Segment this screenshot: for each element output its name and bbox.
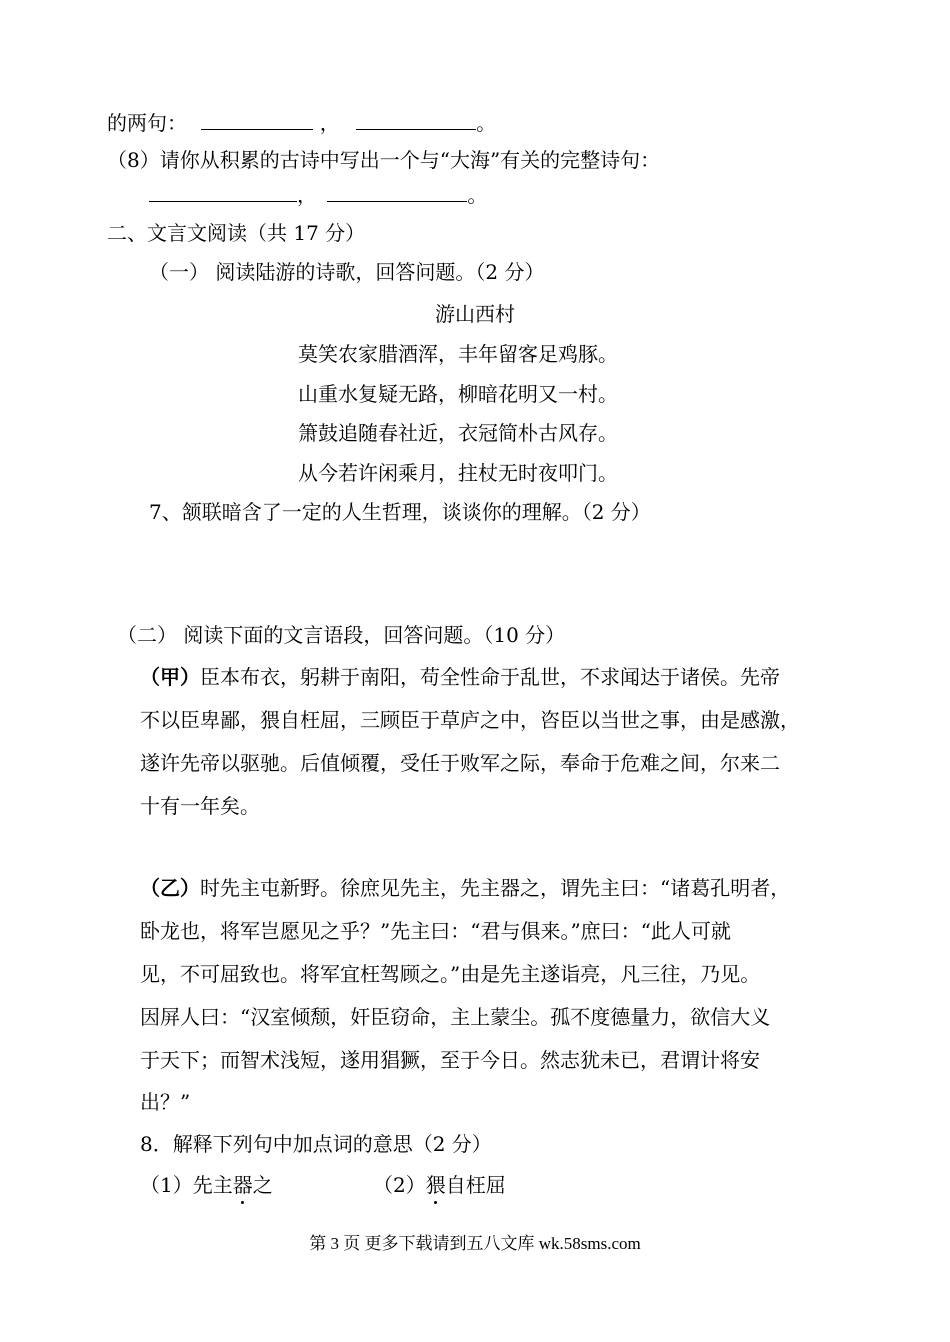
yi-line-6: 出？” [140, 1090, 191, 1114]
poem-line-3: 箫鼓追随春社近，衣冠简朴古风存。 [298, 421, 618, 445]
yi-text-1: 时先主屯新野。徐庶见先主，先主器之，谓先主曰：“诸葛孔明者， [200, 876, 791, 900]
part1-title: （一） 阅读陆游的诗歌，回答问题。（2 分） [149, 260, 545, 284]
yi-line-3: 见，不可屈致也。将军宜枉驾顾之。”由是先主遂诣亮，凡三往，乃见。 [140, 962, 761, 986]
q8-item-1 [140, 1172, 273, 1198]
part2-title: （二） 阅读下面的文言语段，回答问题。（10 分） [117, 623, 566, 647]
answer-blank-1[interactable] [201, 109, 313, 130]
q8-sep: ， [297, 183, 317, 207]
q8-item-2-prefix: （2） [373, 1173, 426, 1197]
q8-item-2-suffix: 自枉屈 [445, 1173, 506, 1197]
yi-line-1 [140, 875, 790, 901]
part1-question: 7、颔联暗含了一定的人生哲理，谈谈你的理解。（2 分） [149, 500, 651, 524]
answer-blank-4[interactable] [327, 181, 467, 202]
q8-item-1-dotted-word: 器 [232, 1173, 253, 1197]
jia-line-3: 遂许先帝以驱驰。后值倾覆，受任于败军之际，奉命于危难之间，尔来二 [140, 751, 780, 775]
poem-title: 游山西村 [435, 302, 515, 326]
q7-tail-sep: ， [319, 111, 340, 135]
jia-line-1 [140, 664, 780, 690]
poem-line-4: 从今若许闲乘月，拄杖无时夜叩门。 [298, 461, 618, 485]
q7-tail-text: 的两句： [107, 111, 187, 135]
q8-item-1-prefix: （1）先主 [140, 1173, 233, 1197]
jia-line-2: 不以臣卑鄙，猥自枉屈，三顾臣于草庐之中，咨臣以当世之事，由是感激， [140, 708, 800, 732]
yi-line-4: 因屏人曰：“汉室倾颓，奸臣窃命，主上蒙尘。孤不度德量力，欲信大义 [140, 1005, 771, 1029]
q8-answer-line [149, 181, 487, 208]
q8-title: 8．解释下列句中加点词的意思（2 分） [140, 1132, 492, 1156]
q7-tail-line [107, 109, 496, 136]
q7-tail-end: 。 [476, 111, 497, 135]
answer-blank-3[interactable] [149, 181, 297, 202]
q8-end: 。 [467, 183, 488, 207]
jia-label: （甲） [140, 665, 200, 689]
jia-text-1: 臣本布衣，躬耕于南阳，苟全性命于乱世，不求闻达于诸侯。先帝 [200, 665, 780, 689]
poem-line-1: 莫笑农家腊酒浑，丰年留客足鸡豚。 [298, 342, 618, 366]
yi-label: （乙） [140, 876, 200, 900]
q8-item-2 [373, 1172, 506, 1198]
poem-line-2: 山重水复疑无路，柳暗花明又一村。 [298, 382, 618, 406]
yi-line-2: 卧龙也，将军岂愿见之乎？”先主曰：“君与俱来。”庶曰：“此人可就 [140, 919, 731, 943]
page-footer: 第 3 页 更多下载请到五八文库 wk.58sms.com [309, 1234, 641, 1253]
q8-item-2-dotted-word: 猥 [425, 1173, 446, 1197]
q8-item-1-suffix: 之 [252, 1173, 273, 1197]
answer-blank-2[interactable] [356, 109, 476, 130]
q8-prompt: （8）请你从积累的古诗中写出一个与“大海”有关的完整诗句： [107, 148, 661, 172]
jia-line-4: 十有一年矣。 [140, 794, 260, 818]
yi-line-5: 于天下；而智术浅短，遂用猖獗，至于今日。然志犹未已，君谓计将安 [140, 1048, 760, 1072]
section2-title: 二、文言文阅读（共 17 分） [107, 221, 366, 245]
